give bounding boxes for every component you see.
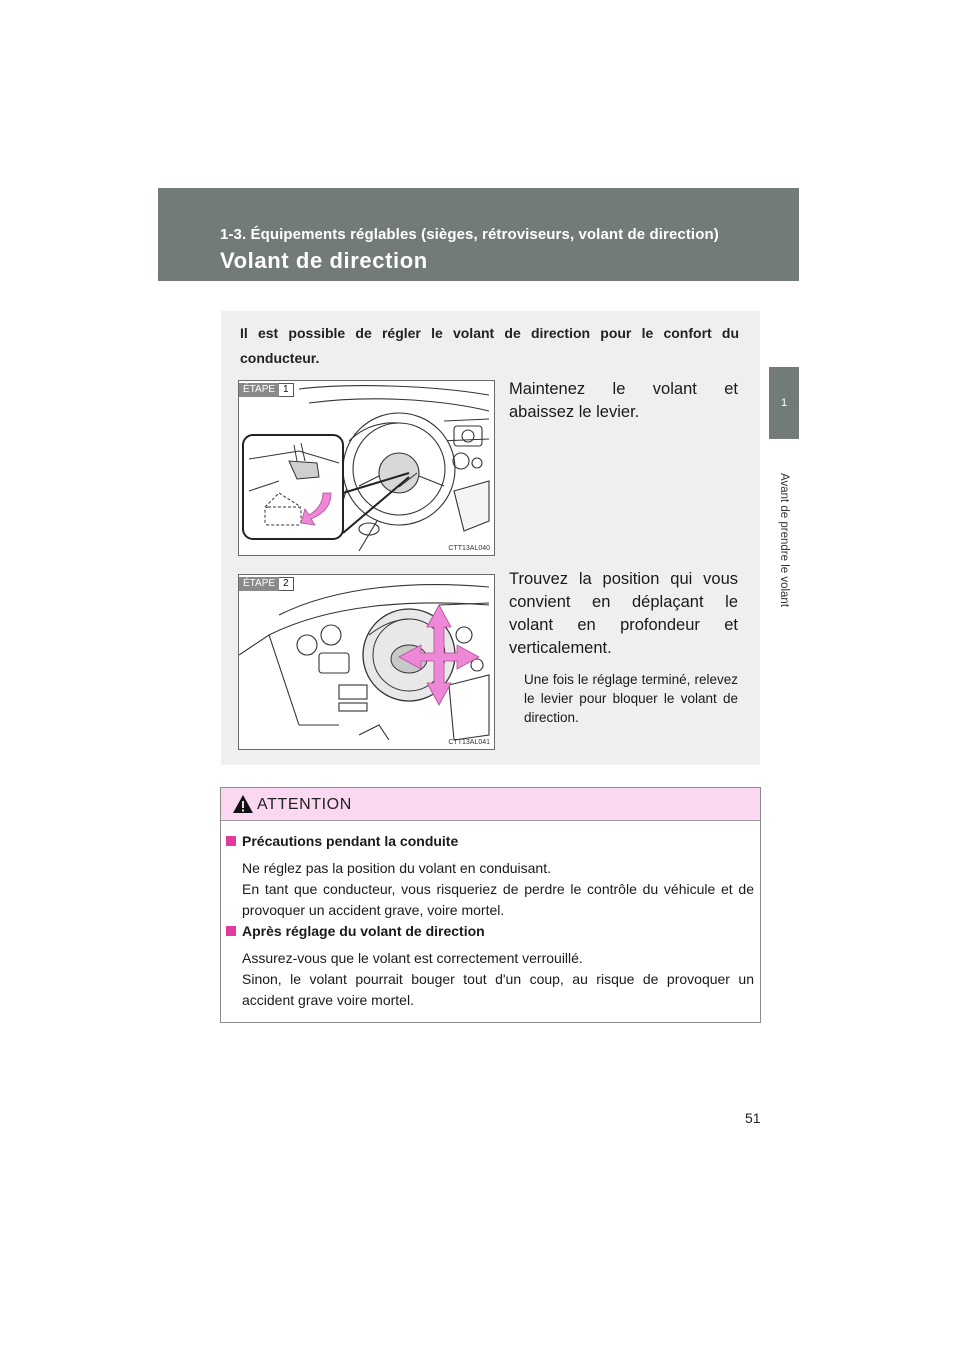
step1-badge-number: 1: [279, 383, 294, 397]
bullet-square-icon: [226, 836, 236, 846]
step2-text-line: convient en déplaçant le: [509, 593, 738, 611]
step1-badge: [239, 383, 294, 397]
step2-text-line: Trouvez la position qui vous: [509, 570, 738, 588]
warning-body-line: Assurez-vous que le volant est correctement verrouillé.: [242, 950, 583, 966]
step1-text-line: abaissez le levier.: [509, 403, 640, 421]
steering-adjust-illustration: [239, 575, 494, 749]
step1-text: [509, 378, 738, 424]
chapter-title: Avant de prendre le volant: [778, 472, 790, 608]
step2-text-line: volant en profondeur et: [509, 616, 738, 634]
warning-item-heading: [226, 923, 485, 939]
bullet-square-icon: [226, 926, 236, 936]
step1-illustration: [238, 380, 495, 556]
section-title: 1-3. Équipements réglables (sièges, rétroviseurs, volant de direction): [220, 226, 719, 243]
warning-body-line: Sinon, le volant pourrait bouger tout d'un coup, au risque de provoquer un accident grave voire mortel.: [242, 971, 754, 1008]
step2-badge: [239, 577, 294, 591]
intro-text: Il est possible de régler le volant de direction pour le confort du conducteur.: [240, 325, 739, 366]
step1-text-line: Maintenez le volant et: [509, 380, 738, 398]
chapter-tab: [769, 367, 799, 439]
step2-badge-label: ÉTAPE: [239, 577, 279, 591]
chapter-side-label: [770, 452, 798, 628]
warning-body-line: Ne réglez pas la position du volant en conduisant.: [242, 860, 551, 876]
warning-title: ATTENTION: [257, 796, 352, 813]
warning-item-heading: [226, 833, 458, 849]
warning-item-heading-text: Précautions pendant la conduite: [242, 833, 459, 849]
warning-body-line: En tant que conducteur, vous risqueriez de perdre le contrôle du véhicule et de provoquer un accident grave, voire mortel.: [242, 881, 754, 918]
warning-box: [220, 787, 761, 1023]
warning-header: [221, 788, 760, 821]
warning-item-body: [242, 858, 754, 921]
step1-badge-label: ÉTAPE: [239, 383, 279, 397]
step2-text: [509, 568, 738, 660]
page-number: 51: [745, 1110, 761, 1126]
step2-note: Une fois le réglage terminé, relevez le levier pour bloquer le volant de direction.: [524, 672, 738, 725]
warning-item-body: [242, 948, 754, 1011]
step2-badge-number: 2: [279, 577, 294, 591]
step2-image-code: CTT13AL041: [448, 739, 490, 746]
instruction-panel: [221, 311, 760, 765]
section-header: [158, 188, 799, 281]
step2-illustration: [238, 574, 495, 750]
warning-item-heading-text: Après réglage du volant de direction: [242, 923, 485, 939]
warning-triangle-icon: [232, 794, 254, 814]
steering-lever-illustration: [239, 381, 494, 555]
step2-text-line: verticalement.: [509, 639, 612, 657]
chapter-number: 1: [780, 397, 788, 409]
step1-image-code: CTT13AL040: [448, 545, 490, 552]
page-title: Volant de direction: [220, 248, 428, 273]
